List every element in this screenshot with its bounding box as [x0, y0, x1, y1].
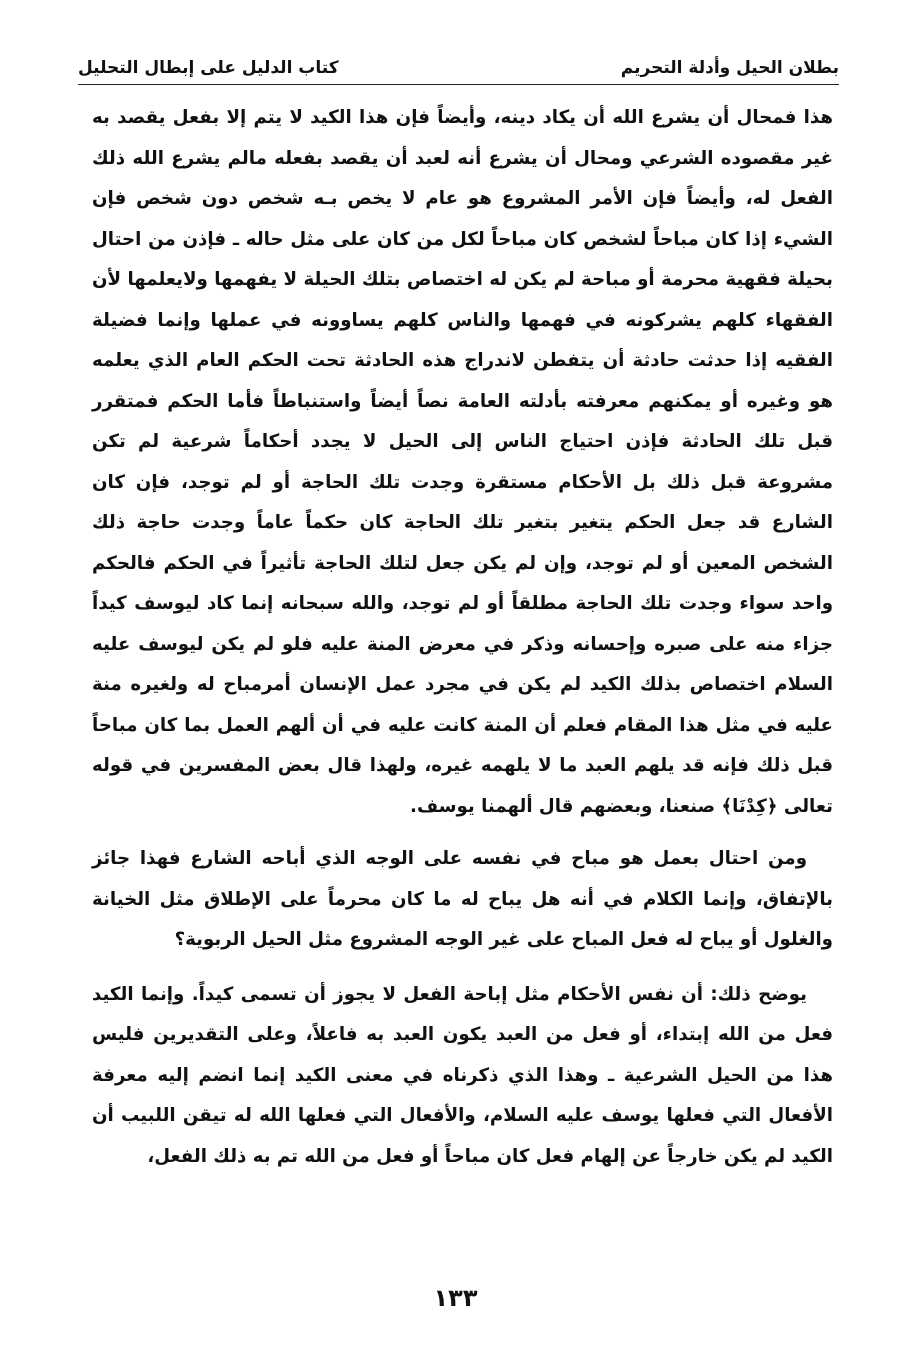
- paragraph-3: [92, 975, 833, 1178]
- section-title: كتاب الدليل على إبطال التحليل: [78, 58, 339, 78]
- book-title: بطلان الحيل وأدلة التحريم: [620, 58, 839, 78]
- header-divider: [78, 84, 839, 85]
- paragraph-3-body: أن نفس الأحكام مثل إباحة الفعل لا يجوز أن تسمى كيداً. وإنما الكيد فعل من الله إبتداء، أو فعل من العبد يكون العبد به فاعلاً، وعلى التقديرين فليس هذا من الحيل الشرعية ـ وهذا الذي ذكرناه في معنى الكيد إنما انضم إليه معرفة الأفعال التي فعلها يوسف عليه السلام، والأفعال التي فعلها الله له تيقن اللبيب أن الكيد لم يكن خارجاً عن إلهام فعل كان مباحاً أو فعل من الله تم به ذلك الفعل،: [92, 983, 833, 1167]
- paragraph-3-lead: يوضح ذلك:: [710, 983, 808, 1005]
- page-number: ١٣٣: [433, 1284, 478, 1312]
- paragraph-2: ومن احتال بعمل هو مباح في نفسه على الوجه الذي أباحه الشارع فهذا جائز بالإتفاق، وإنما الكلام في أنه هل يباح له ما كان محرماً على الإطلاق مثل الخيانة والغلول أو يباح له فعل المباح على غير الوجه المشروع مثل الحيل الربوية؟: [92, 848, 833, 950]
- body-text: [92, 98, 833, 1177]
- running-header: [78, 38, 839, 78]
- paragraph-1: هذا فمحال أن يشرع الله أن يكاد دينه، وأيضاً فإن هذا الكيد لا يتم إلا بفعل يقصد به غير مقصوده الشرعي ومحال أن يشرع أنه لعبد أن يقصد بفعله مالم يشرع الله ذلك الفعل له، وأيضاً فإن الأمر المشروع هو عام لا يخص بـه شخص دون شخص فإن الشيء إذا كان مباحاً لشخص كان مباحاً لكل من كان على مثل حاله ـ فإذن من احتال بحيلة فقهية محرمة أو مباحة لم يكن له اختصاص بتلك الحيلة لا يفهمها ولايعلمها لأن الفقهاء كلهم يشركونه في فهمها والناس كلهم يساوونه في عملها وإنما فضيلة الفقيه إذا حدثت حادثة أن يتفطن لاندراج هذه الحادثة تحت الحكم العام الذي يعلمه هو وغيره أو يمكنهم معرفته بأدلته العامة نصاً أيضاً واستنباطاً فأما الحكم فمتقرر قبل تلك الحادثة فإذن احتياج الناس إلى الحيل لا يجدد أحكاماً شرعية لم تكن مشروعة قبل ذلك بل الأحكام مستقرة وجدت تلك الحاجة أو لم توجد، فإن كان الشارع قد جعل الحكم يتغير بتغير تلك الحاجة كان حكماً عاماً وجدت حاجة ذلك الشخص المعين أو لم توجد، وإن لم يكن جعل لتلك الحاجة تأثيراً في الحكم فالحكم واحد سواء وجدت تلك الحاجة مطلقاً أو لم توجد، والله سبحانه إنما كاد ليوسف كيداً جزاء منه على صبره وإحسانه وذكر في معرض المنة عليه فلو لم يكن ليوسف عليه السلام اختصاص بذلك الكيد لم يكن في مجرد عمل الإنسان أمرمباح له ولغيره منة عليه في مثل هذا المقام فعلم أن المنة كانت عليه في أن ألهم العمل بما كان مباحاً قبل ذلك فإنه قد يلهم العبد ما لا يلهمه غيره، ولهذا قال بعض المفسرين في قوله تعالى ﴿كِدْنَا﴾ صنعنا، وبعضهم قال ألهمنا يوسف.: [92, 107, 833, 817]
